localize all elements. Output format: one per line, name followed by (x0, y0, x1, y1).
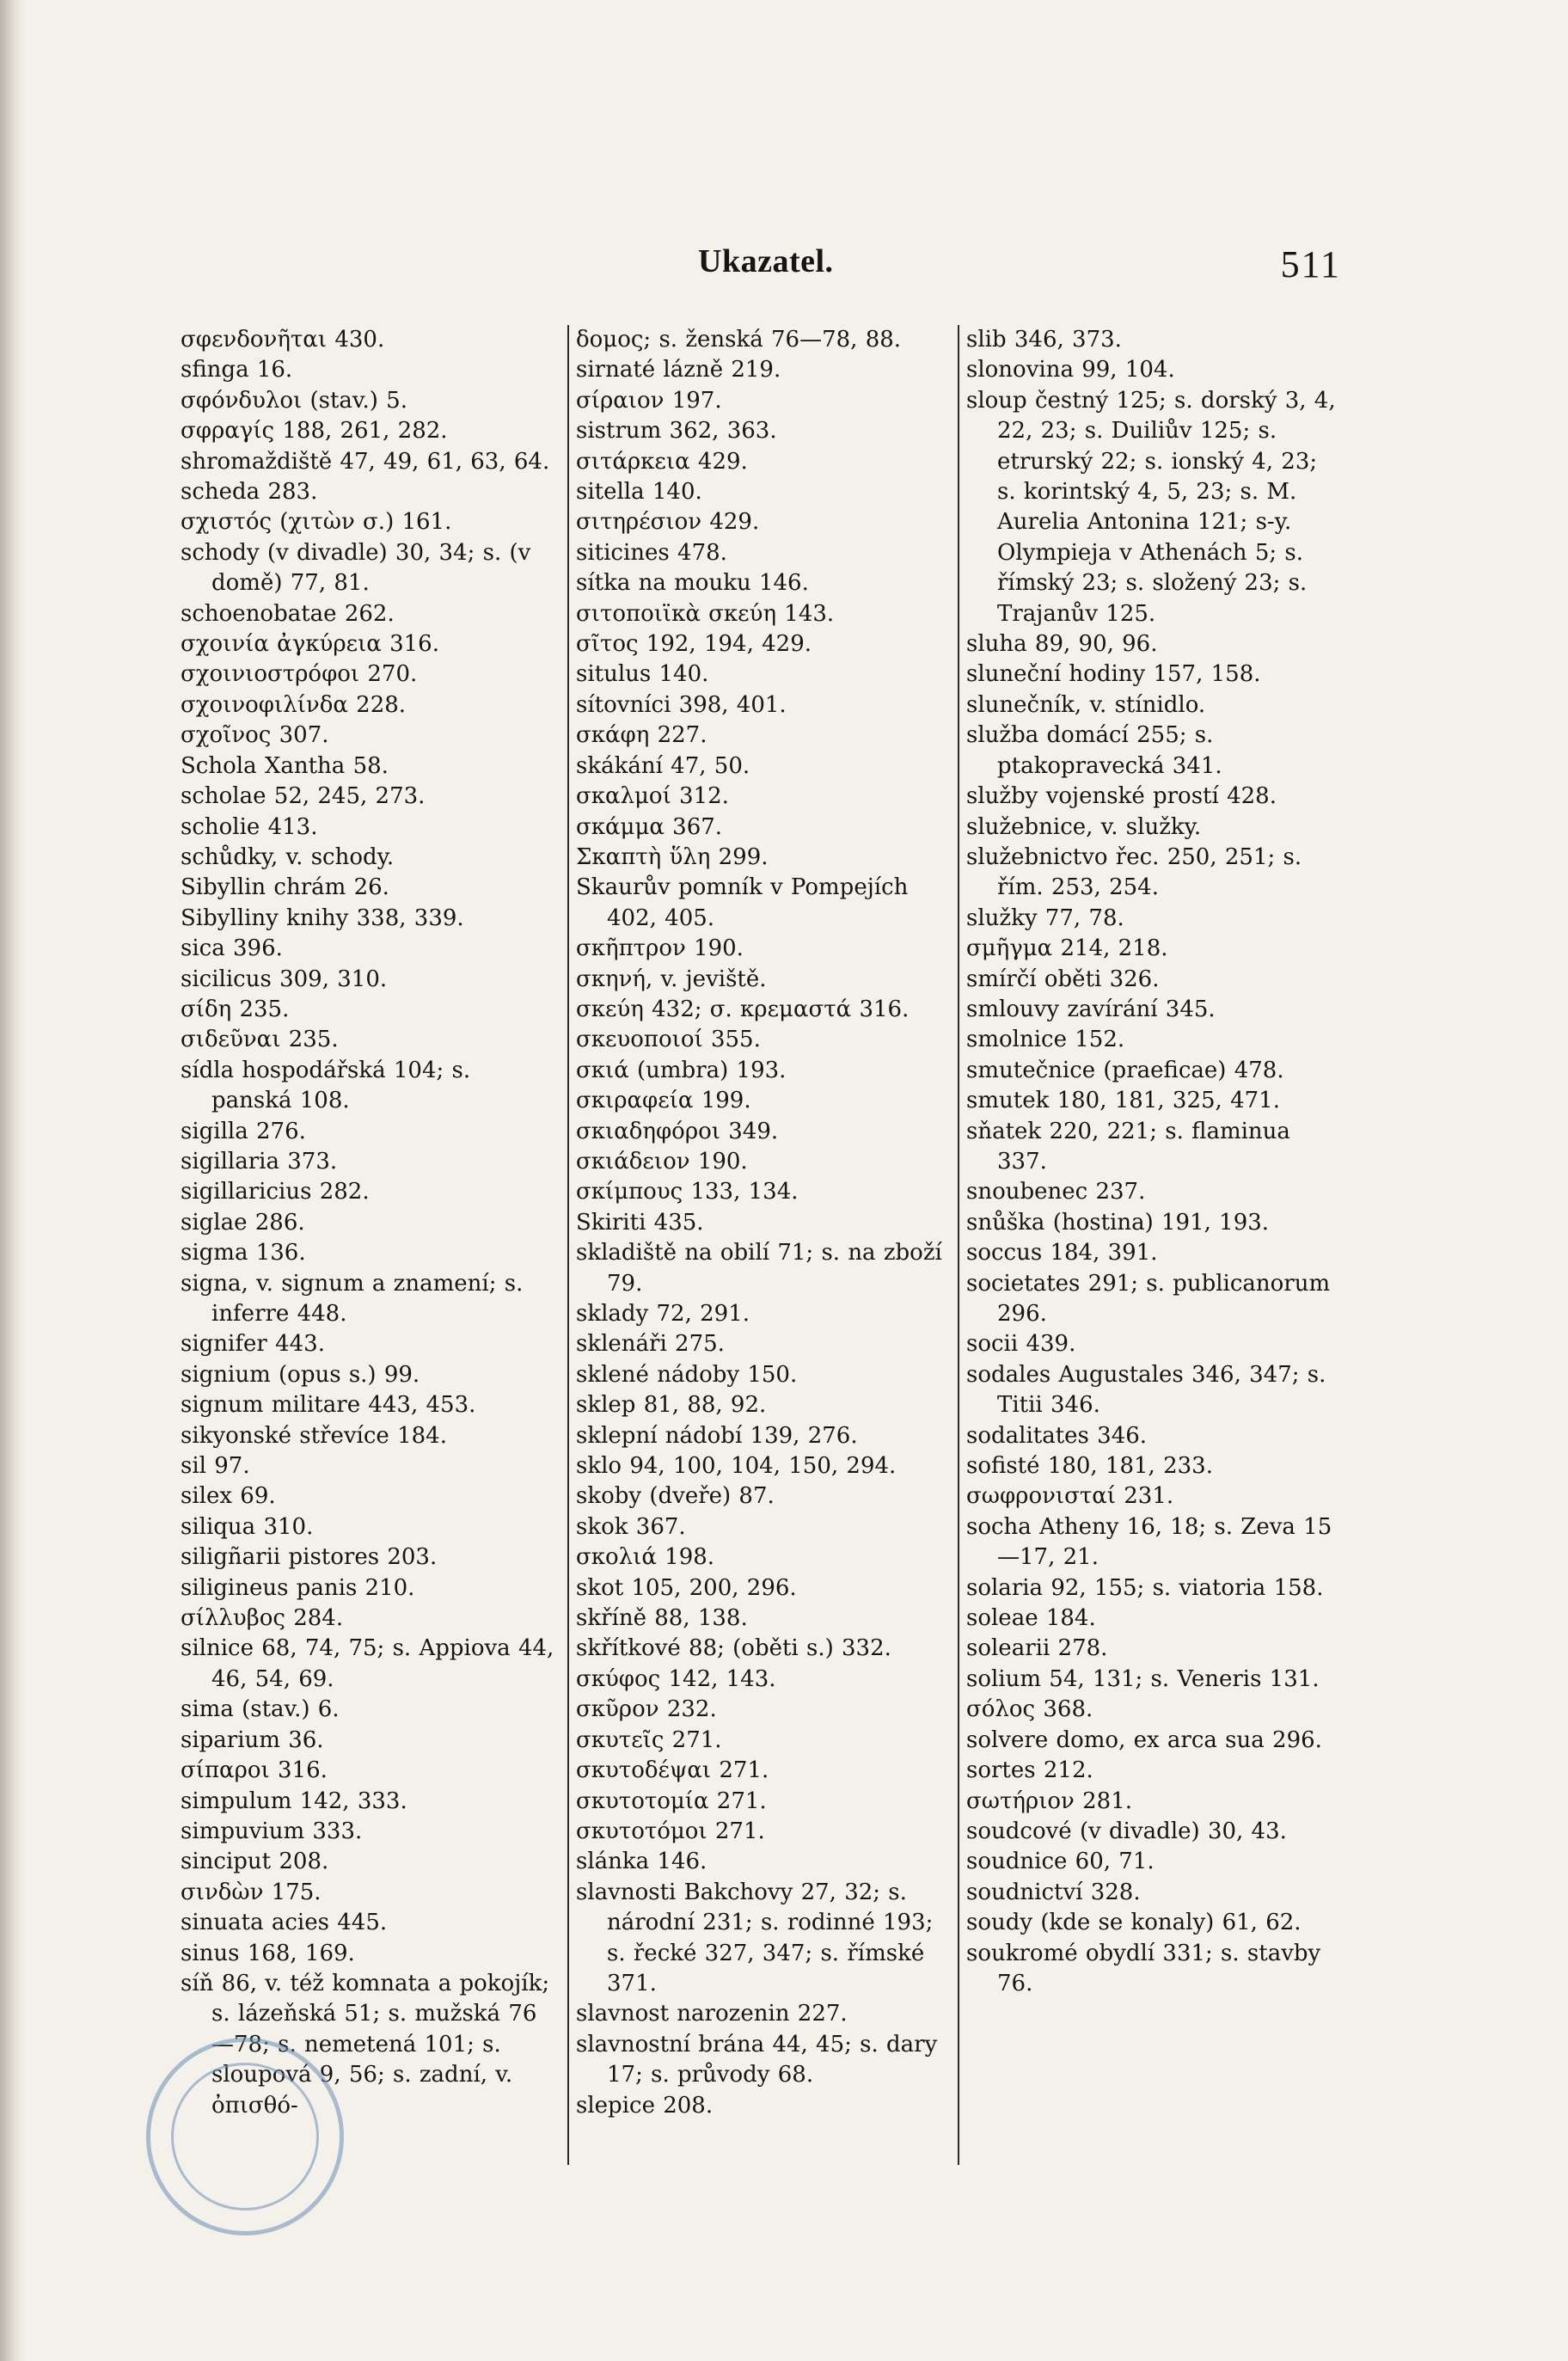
index-entry: sodalitates 346. (966, 1422, 1148, 1449)
index-entry: sklené nádoby 150. (576, 1361, 798, 1388)
index-entry: soudnice 60, 71. (966, 1849, 1155, 1875)
index-entry: σκῆπτρον 190. (576, 935, 744, 962)
column-rule (958, 325, 959, 2165)
index-entry: σκυτοτομία 271. (576, 1788, 767, 1814)
index-entry: smutečnice (praeficae) 478. (966, 1057, 1284, 1083)
index-entry: soukromé obydlí 331; s. stavby 76. (966, 1940, 1321, 1996)
index-entry: simpulum 142, 333. (181, 1788, 407, 1814)
index-entry: sítovníci 398, 401. (576, 691, 787, 718)
index-entry: služebnice, v. služky. (966, 813, 1202, 840)
index-entry: sima (stav.) 6. (181, 1696, 340, 1723)
index-entry: skříně 88, 138. (576, 1605, 748, 1632)
index-entry: shromaždiště 47, 49, 61, 63, 64. (181, 448, 550, 475)
index-entry: slonovina 99, 104. (966, 357, 1175, 383)
page-header (172, 225, 1341, 285)
index-entry: σόλος 368. (966, 1696, 1093, 1723)
index-entry: σκίμπους 133, 134. (576, 1179, 799, 1205)
index-entry: Σκαπτὴ ὕλη 299. (576, 843, 769, 870)
index-entry: σχοινοφιλίνδα 228. (181, 691, 407, 718)
index-entry: Schola Xantha 58. (181, 752, 389, 779)
index-entry: slunečník, v. stínidlo. (966, 691, 1206, 718)
index-entry: schody (v divadle) 30, 34; s. (v domě) 77, 81. (181, 539, 531, 597)
index-entry: sklo 94, 100, 104, 150, 294. (576, 1453, 897, 1480)
index-entry: Sibylliny knihy 338, 339. (181, 905, 464, 931)
index-entry: slavnosti Bakchovy 27, 32; s. národní 231; s. rodinné 193; s. řecké 327, 347; s. římské 371. (576, 1879, 934, 1996)
index-entry: služky 77, 78. (966, 905, 1124, 931)
index-entry: sinuata acies 445. (181, 1910, 388, 1936)
index-entry: skok 367. (576, 1513, 686, 1540)
index-entry: sklenáři 275. (576, 1331, 725, 1358)
index-entry: siglae 286. (181, 1209, 305, 1236)
index-entry: slánka 146. (576, 1849, 707, 1875)
index-entry: σκῦρον 232. (576, 1696, 717, 1723)
index-entry: σκολιά 198. (576, 1544, 715, 1571)
index-entry: sirnaté lázně 219. (576, 357, 781, 383)
index-entry: σιδεῦναι 235. (181, 1027, 339, 1053)
index-entry: sil 97. (181, 1453, 250, 1480)
index-entry: σῖτος 192, 194, 429. (576, 631, 812, 658)
column-rule (567, 325, 569, 2165)
index-entry: sinciput 208. (181, 1849, 329, 1875)
index-entry: sortes 212. (966, 1757, 1093, 1784)
index-entry: σκηνή, v. jeviště. (576, 966, 767, 992)
index-entry: societates 291; s. publicanorum 296. (966, 1270, 1331, 1327)
index-entry: situlus 140. (576, 661, 709, 688)
index-entry: smlouvy zavírání 345. (966, 996, 1216, 1022)
index-entry: solium 54, 131; s. Veneris 131. (966, 1665, 1320, 1692)
index-entry: skladiště na obilí 71; s. na zboží 79. (576, 1240, 942, 1297)
index-entry: σκεύη 432; σ. κρεμαστά 316. (576, 996, 910, 1022)
index-entry: Sibyllin chrám 26. (181, 874, 389, 901)
index-entry: skřítkové 88; (oběti s.) 332. (576, 1635, 891, 1662)
page-number: 511 (1280, 243, 1341, 285)
scan-edge (0, 0, 26, 2361)
index-column-2 (576, 325, 947, 2165)
index-entry: σινδὼν 175. (181, 1879, 322, 1905)
index-entry: σωφρονισταί 231. (966, 1483, 1174, 1510)
index-entry: σκιραφεία 199. (576, 1088, 751, 1114)
index-entry: schůdky, v. schody. (181, 843, 395, 870)
index-entry: σφραγίς 188, 261, 282. (181, 418, 448, 445)
index-entry: smolnice 152. (966, 1027, 1125, 1053)
index-entry: σκύφος 142, 143. (576, 1665, 776, 1692)
index-entry: sistrum 362, 363. (576, 418, 777, 445)
index-entry: σχοινιοστρόφοι 270. (181, 661, 418, 688)
index-entry: soccus 184, 391. (966, 1240, 1158, 1266)
index-entry: σκιά (umbra) 193. (576, 1057, 787, 1083)
index-entry: σιτηρέσιον 429. (576, 509, 760, 536)
index-column-3 (966, 325, 1336, 2165)
index-entry: σχιστός (χιτὼν σ.) 161. (181, 509, 452, 536)
index-entry: sica 396. (181, 935, 283, 962)
index-entry: sluneční hodiny 157, 158. (966, 661, 1261, 688)
library-stamp-ring (171, 2063, 319, 2211)
index-entry: sluha 89, 90, 96. (966, 631, 1158, 658)
index-entry: smutek 180, 181, 325, 471. (966, 1088, 1280, 1114)
index-entry: σκιαδηφόροι 349. (576, 1118, 779, 1144)
index-entry: skoby (dveře) 87. (576, 1483, 775, 1510)
index-entry: sídla hospodářská 104; s. panská 108. (181, 1057, 471, 1114)
index-entry: sfinga 16. (181, 357, 293, 383)
index-entry: silex 69. (181, 1483, 276, 1510)
index-entry: siligineus panis 210. (181, 1574, 415, 1601)
index-entry: služby vojenské prostí 428. (966, 783, 1277, 810)
index-entry: σκυτοτόμοι 271. (576, 1818, 765, 1844)
index-entry: scholae 52, 245, 273. (181, 783, 426, 810)
index-entry: σκυτεῖς 271. (576, 1726, 722, 1753)
index-entry: sítka na mouku 146. (576, 570, 809, 597)
index-entry: slavnostní brána 44, 45; s. dary 17; s. průvody 68. (576, 2031, 938, 2088)
index-entry: sklady 72, 291. (576, 1301, 750, 1327)
index-entry: snůška (hostina) 191, 193. (966, 1209, 1270, 1236)
index-entry: σωτήριον 281. (966, 1788, 1133, 1814)
index-entry: signa, v. signum a znamení; s. inferre 448. (181, 1270, 524, 1327)
index-entry: sigillaria 373. (181, 1148, 338, 1174)
index-entry: σκαλμοί 312. (576, 783, 729, 810)
index-entry: soudnictví 328. (966, 1879, 1141, 1905)
index-entry: sklepní nádobí 139, 276. (576, 1422, 858, 1449)
index-entry: scholie 413. (181, 813, 318, 840)
index-entry: σίλλυβος 284. (181, 1605, 344, 1632)
index-entry: skákání 47, 50. (576, 752, 750, 779)
index-entry: soleae 184. (966, 1605, 1096, 1632)
index-entry: σκευοποιοί 355. (576, 1027, 761, 1053)
index-entry: solaria 92, 155; s. viatoria 158. (966, 1574, 1324, 1601)
index-entry: sicilicus 309, 310. (181, 966, 388, 992)
index-entry: slib 346, 373. (966, 327, 1122, 353)
index-entry: Skaurův pomník v Pompejích 402, 405. (576, 874, 909, 931)
index-entry: sikyonské střevíce 184. (181, 1422, 447, 1449)
index-entry: signium (opus s.) 99. (181, 1361, 420, 1388)
index-entry: σχοῖνος 307. (181, 722, 329, 749)
index-entry: služebnictvo řec. 250, 251; s. řím. 253, 254. (966, 843, 1302, 901)
index-entry: snoubenec 237. (966, 1179, 1146, 1205)
index-entry: sklep 81, 88, 92. (576, 1392, 767, 1419)
index-entry: σχοινία ἀγκύρεια 316. (181, 631, 439, 658)
index-entry: δομος; s. ženská 76—78, 88. (576, 327, 902, 353)
index-entry: sodales Augustales 346, 347; s. Titii 346. (966, 1361, 1326, 1419)
index-entry: soudcové (v divadle) 30, 43. (966, 1818, 1287, 1844)
index-entry: smírčí oběti 326. (966, 966, 1160, 992)
index-entry: σκυτοδέψαι 271. (576, 1757, 769, 1784)
index-entry: Skiriti 435. (576, 1209, 704, 1236)
index-entry: σκιάδειον 190. (576, 1148, 748, 1174)
index-entry: soudy (kde se konaly) 61, 62. (966, 1910, 1302, 1936)
index-entry: σίδη 235. (181, 996, 290, 1022)
index-entry: sigillaricius 282. (181, 1179, 370, 1205)
index-entry: socii 439. (966, 1331, 1076, 1358)
index-entry: socha Atheny 16, 18; s. Zeva 15—17, 21. (966, 1513, 1332, 1571)
index-entry: siliqua 310. (181, 1513, 314, 1540)
index-entry: sigilla 276. (181, 1118, 306, 1144)
index-entry: síň 86, v. též komnata a pokojík; s. lázeňská 51; s. mužská 76—78; s. nemetená 101; s. sloupová 9, 56; s. zadní, v. ὀπισθό- (181, 1970, 550, 2119)
index-entry: slepice 208. (576, 2092, 714, 2119)
index-entry: služba domácí 255; s. ptakopravecká 341. (966, 722, 1222, 779)
index-entry: sitella 140. (576, 479, 702, 506)
running-title: Ukazatel. (698, 243, 834, 279)
index-entry: sloup čestný 125; s. dorský 3, 4, 22, 23; s. Duiliův 125; s. etrurský 22; s. ionský 4, 23; s. korintský 4, 5, 23; s. M. Aurelia Antonina 121; s-y. Olympieja v Athenách 5; s. římský 23; s. složený 23; s. Trajanův 125. (966, 387, 1336, 627)
index-entry: sigma 136. (181, 1240, 306, 1266)
index-entry: sinus 168, 169. (181, 1940, 355, 1966)
index-entry: σκάφη 227. (576, 722, 707, 749)
index-entry: σκάμμα 367. (576, 813, 723, 840)
index-entry: sofisté 180, 181, 233. (966, 1453, 1213, 1480)
index-entry: σίπαροι 316. (181, 1757, 328, 1784)
index-column-1 (181, 325, 557, 2165)
index-entry: siligñarii pistores 203. (181, 1544, 438, 1571)
index-entry: siparium 36. (181, 1726, 324, 1753)
index-entry: σίραιον 197. (576, 387, 722, 414)
index-entry: solearii 278. (966, 1635, 1108, 1662)
index-entry: schoenobatae 262. (181, 600, 395, 627)
index-entry: σιτάρκεια 429. (576, 448, 748, 475)
index-entry: scheda 283. (181, 479, 318, 506)
index-entry: σιτοποιϊκὰ σκεύη 143. (576, 600, 835, 627)
index-entry: simpuvium 333. (181, 1818, 363, 1844)
index-entry: σφενδονῆται 430. (181, 327, 385, 353)
index-entry: σμῆγμα 214, 218. (966, 935, 1168, 962)
index-entry: signifer 443. (181, 1331, 325, 1358)
index-entry: slavnost narozenin 227. (576, 2001, 848, 2027)
index-entry: siticines 478. (576, 539, 727, 566)
index-entry: silnice 68, 74, 75; s. Appiova 44, 46, 54, 69. (181, 1635, 554, 1692)
library-stamp (146, 2038, 344, 2235)
index-entry: sňatek 220, 221; s. flaminua 337. (966, 1118, 1290, 1174)
index-entry: skot 105, 200, 296. (576, 1574, 797, 1601)
index-entry: signum militare 443, 453. (181, 1392, 476, 1419)
index-entry: σφόνδυλοι (stav.) 5. (181, 387, 407, 414)
index-entry: solvere domo, ex arca sua 296. (966, 1726, 1322, 1753)
index-columns (181, 325, 1336, 2165)
